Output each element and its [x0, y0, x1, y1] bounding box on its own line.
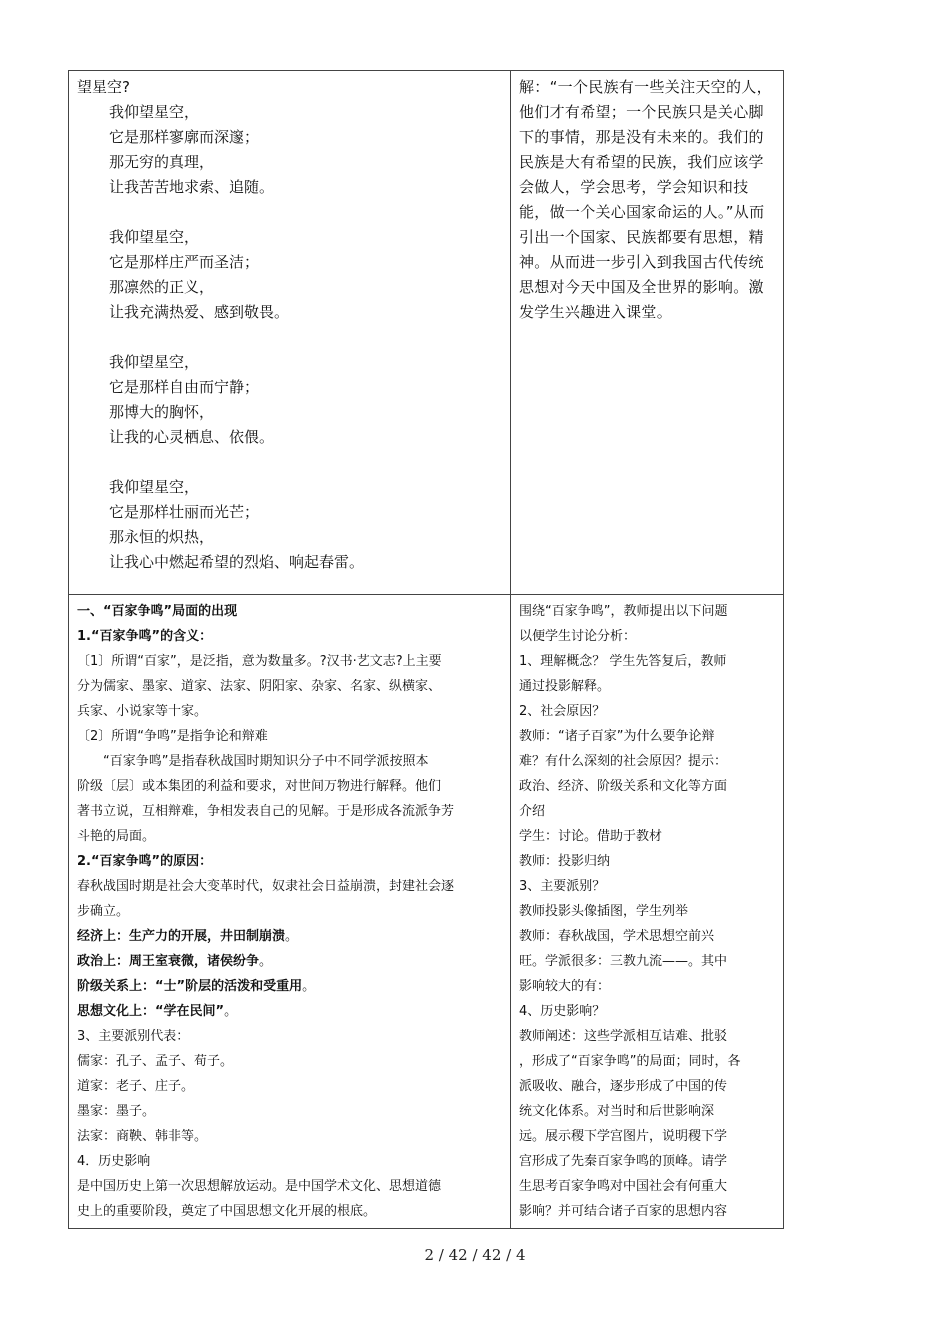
text-line: 分为儒家、墨家、道家、法家、阴阳家、杂家、名家、纵横家、 — [77, 679, 442, 694]
reason-class: 阶级关系上：“士”阶层的活泼和受重用 — [77, 979, 303, 994]
teaching-line: 派吸收、融合，逐步形成了中国的传 — [519, 1079, 728, 1094]
teaching-line: 围绕“百家争鸣”，教师提出以下问题 — [519, 604, 728, 619]
text-line: 斗艳的局面。 — [77, 829, 156, 844]
poem-line: 我仰望星空， — [109, 228, 200, 246]
poem-line: 那无穷的真理， — [109, 153, 215, 171]
teaching-line: 旺。学派很多：三教九流——。其中 — [519, 954, 728, 969]
reason-economy: 经济上：生产力的开展，井田制崩溃 — [77, 929, 286, 944]
teaching-line: 学生：讨论。借助于教材 — [519, 829, 663, 844]
intro-cell — [511, 71, 784, 595]
stanza-gap — [77, 325, 502, 350]
text-line: 著书立说，互相辩难，争相发表自己的见解。于是形成各流派争芳 — [77, 804, 455, 819]
stanza-gap — [77, 450, 502, 475]
teaching-cell — [511, 595, 784, 1229]
teaching-notes — [519, 599, 775, 1224]
teaching-line: 2、社会原因？ — [519, 704, 606, 719]
teaching-line: 教师：投影归纳 — [519, 854, 611, 869]
teaching-line: 生思考百家争鸣对中国社会有何重大 — [519, 1179, 728, 1194]
poem-line: 它是那样壮丽而光芒； — [109, 503, 260, 521]
teaching-line: 介绍 — [519, 804, 546, 819]
heading-schools: 3、主要派别代表： — [77, 1029, 190, 1044]
text-line: 阶级〔层〕或本集团的利益和要求，对世间万物进行解释。他们 — [77, 779, 442, 794]
poem — [77, 75, 502, 575]
punct: 。 — [224, 1004, 238, 1019]
stanza-gap — [77, 200, 502, 225]
text-line: 史上的重要阶段，奠定了中国思想文化开展的根底。 — [77, 1204, 377, 1219]
text-line: “百家争鸣”是指春秋战国时期知识分子中不同学派按照本 — [103, 754, 429, 769]
poem-line: 我仰望星空， — [109, 478, 200, 496]
school-item: 儒家：孔子、孟子、荀子。 — [77, 1054, 234, 1069]
teaching-line: 教师投影头像插图，学生列举 — [519, 904, 689, 919]
punct: 。 — [302, 979, 316, 994]
teaching-line: 影响？并可结合诸子百家的思想内容 — [519, 1204, 728, 1219]
lesson-table — [68, 70, 784, 1229]
text-line: 步确立。 — [77, 904, 130, 919]
text-line: 〔1〕所谓“百家”，是泛指，意为数量多。?汉书·艺文志?上主要 — [77, 654, 442, 669]
poem-line: 那永恒的炽热， — [109, 528, 215, 546]
text-line: 兵家、小说家等十家。 — [77, 704, 208, 719]
reason-politics: 政治上：周王室衰微，诸侯纷争 — [77, 954, 260, 969]
page-number: 2 / 42 / 42 / 4 — [424, 1246, 526, 1264]
poem-cell — [69, 71, 511, 595]
teaching-line: 统文化体系。对当时和后世影响深 — [519, 1104, 715, 1119]
teaching-line: 1、理解概念？ 学生先答复后，教师 — [519, 654, 727, 669]
teaching-line: 难？有什么深刻的社会原因？提示： — [519, 754, 728, 769]
heading-influence: 4．历史影响 — [77, 1154, 151, 1169]
table-row — [69, 595, 784, 1229]
content — [77, 599, 502, 1224]
reason-culture-label: 思想文化上： — [77, 1004, 156, 1019]
poem-line: 它是那样寥廓而深邃； — [109, 128, 260, 146]
poem-line: 我仰望星空， — [109, 103, 200, 121]
teaching-line: 政治、经济、阶级关系和文化等方面 — [519, 779, 728, 794]
text-line: 是中国历史上第一次思想解放运动。是中国学术文化、思想道德 — [77, 1179, 442, 1194]
teaching-line: 远。展示稷下学宫图片，说明稷下学 — [519, 1129, 728, 1144]
poem-line: 它是那样庄严而圣洁； — [109, 253, 260, 271]
reason-culture-value: “学在民间” — [155, 1004, 225, 1019]
poem-line: 让我心中燃起希望的烈焰、响起春雷。 — [109, 553, 365, 571]
school-item: 墨家：墨子。 — [77, 1104, 156, 1119]
teaching-line: 4、历史影响？ — [519, 1004, 606, 1019]
heading-reason: 2.“百家争鸣”的原因： — [77, 854, 213, 869]
teaching-line: 以便学生讨论分析： — [519, 629, 637, 644]
teaching-line: 3、主要派别？ — [519, 879, 606, 894]
poem-line: 它是那样自由而宁静； — [109, 378, 260, 396]
school-item: 法家：商鞅、韩非等。 — [77, 1129, 208, 1144]
poem-line: 让我的心灵栖息、依偎。 — [109, 428, 275, 446]
teaching-line: 影响较大的有： — [519, 979, 611, 994]
poem-line: 望星空? — [77, 78, 130, 96]
punct: 。 — [285, 929, 299, 944]
teaching-line: 教师：“诸子百家”为什么要争论辩 — [519, 729, 715, 744]
teaching-line: ，形成了“百家争鸣”的局面；同时，各 — [519, 1054, 741, 1069]
section-title: 一、“百家争鸣”局面的出现 — [77, 604, 238, 619]
poem-line: 那博大的胸怀， — [109, 403, 215, 421]
teaching-line: 宫形成了先秦百家争鸣的顶峰。请学 — [519, 1154, 728, 1169]
poem-line: 那凛然的正义， — [109, 278, 215, 296]
intro-text: 解：“一个民族有一些关注天空的人，他们才有希望；一个民族只是关心脚下的事情，那是没有未来的。我们的民族是大有希望的民族，我们应该学会做人，学会思考，学会知识和技能，做一个关心国家命运的人。”从而引出一个国家、民族都要有思想，精神。从而进一步引入到我国古代传统思想对今天中国及全世界的影响。激发学生兴趣进入课堂。 — [519, 78, 772, 321]
teaching-line: 通过投影解释。 — [519, 679, 611, 694]
text-line: 春秋战国时期是社会大变革时代，奴隶社会日益崩溃，封建社会逐 — [77, 879, 455, 894]
content-cell — [69, 595, 511, 1229]
teaching-line: 教师阐述：这些学派相互诘难、批驳 — [519, 1029, 728, 1044]
poem-line: 让我充满热爱、感到敬畏。 — [109, 303, 290, 321]
teaching-line: 教师：春秋战国，学术思想空前兴 — [519, 929, 715, 944]
text-line: 〔2〕所谓“争鸣”是指争论和辩难 — [77, 729, 268, 744]
heading-meaning: 1.“百家争鸣”的含义： — [77, 629, 213, 644]
poem-line: 让我苦苦地求索、追随。 — [109, 178, 275, 196]
table-row — [69, 71, 784, 595]
punct: 。 — [259, 954, 273, 969]
poem-line: 我仰望星空， — [109, 353, 200, 371]
school-item: 道家：老子、庄子。 — [77, 1079, 195, 1094]
